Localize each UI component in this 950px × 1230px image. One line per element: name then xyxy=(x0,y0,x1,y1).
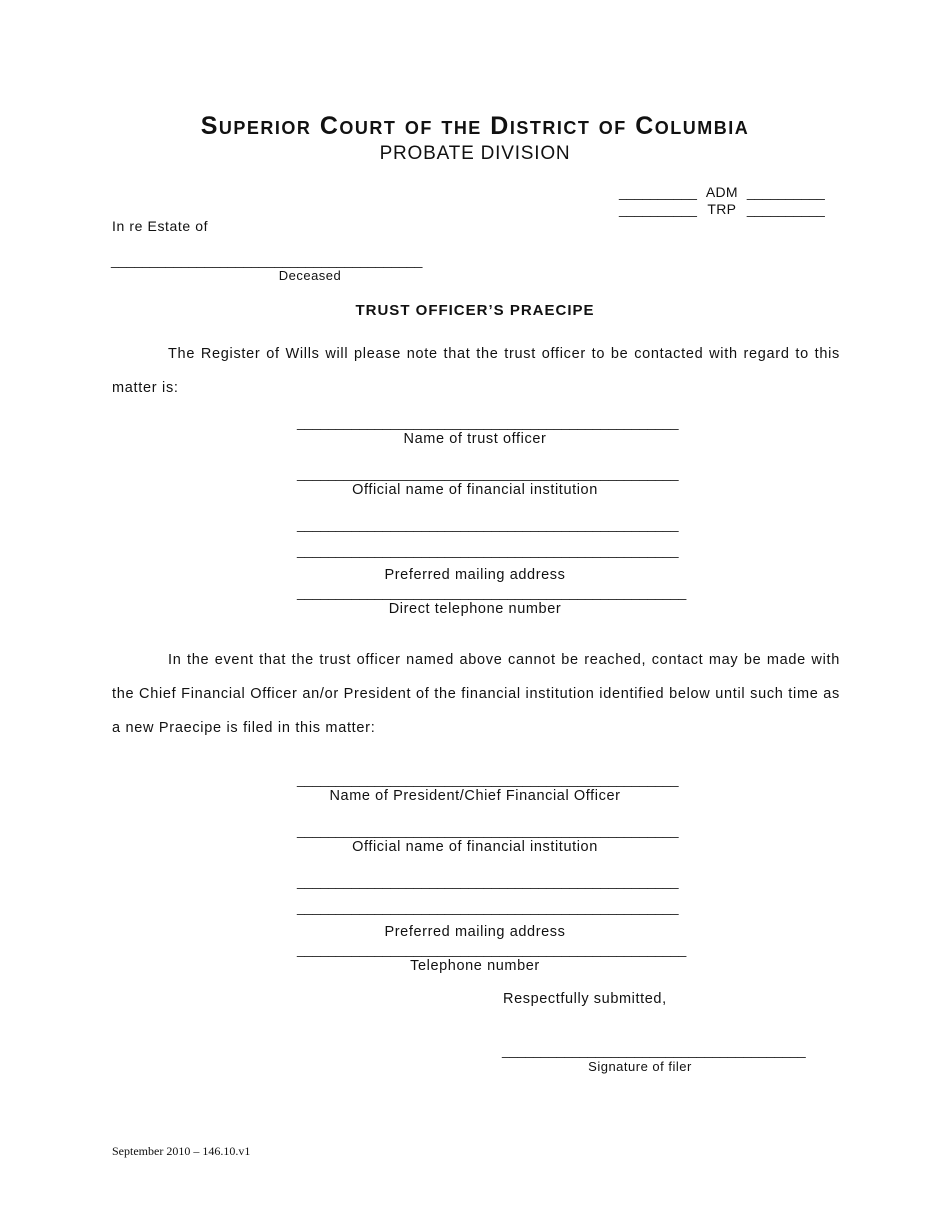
signature-label: Signature of filer xyxy=(588,1059,692,1074)
document-title: TRUST OFFICER’S PRAECIPE xyxy=(355,302,595,319)
trp-left-blank[interactable]: __________ xyxy=(619,201,697,217)
estate-caption: In re Estate of xyxy=(112,218,209,234)
alternate-institution-field[interactable]: _________________________________________________ xyxy=(297,822,679,838)
alternate-phone-label: Telephone number xyxy=(410,958,540,974)
adm-row xyxy=(619,184,825,201)
trust-institution-field[interactable]: _________________________________________________ xyxy=(297,465,679,481)
deceased-label: Deceased xyxy=(278,268,342,283)
alternate-institution-label: Official name of financial institution xyxy=(352,839,598,855)
adm-left-blank[interactable]: __________ xyxy=(619,184,697,200)
trust-officer-name-label: Name of trust officer xyxy=(403,431,547,447)
trp-row xyxy=(619,201,825,218)
trust-phone-label: Direct telephone number xyxy=(388,601,562,617)
alternate-address-label: Preferred mailing address xyxy=(384,924,566,940)
alternate-address-field-2[interactable]: _________________________________________________ xyxy=(297,899,679,915)
register-notice-paragraph: The Register of Wills will please note that the trust officer to be contacted with regard to this matter is: xyxy=(112,346,840,396)
form-version-footer: September 2010 – 146.10.v1 xyxy=(112,1144,251,1158)
alternate-phone-field[interactable]: __________________________________________________ xyxy=(297,941,687,957)
alternate-contact-paragraph: In the event that the trust officer named above cannot be reached, contact may be made with the Chief Financial Officer an/or President of the financial institution identified below until such time as a new Praecipe is filed in this matter: xyxy=(112,652,840,736)
adm-right-blank[interactable]: __________ xyxy=(746,184,825,200)
case-type-codes xyxy=(619,184,825,218)
adm-code: ADM xyxy=(705,184,738,200)
trust-address-field-1[interactable]: _________________________________________________ xyxy=(297,516,679,532)
trust-address-label: Preferred mailing address xyxy=(384,567,566,583)
alternate-address-field-1[interactable]: _________________________________________________ xyxy=(297,873,679,889)
trp-code: TRP xyxy=(707,201,737,217)
respectfully-submitted: Respectfully submitted, xyxy=(503,991,667,1007)
trust-institution-label: Official name of financial institution xyxy=(352,482,598,498)
trust-phone-field[interactable]: __________________________________________________ xyxy=(297,584,687,600)
trust-officer-name-field[interactable]: _________________________________________________ xyxy=(297,414,679,430)
deceased-name-field[interactable]: ________________________________________ xyxy=(111,252,423,268)
signature-field[interactable]: _______________________________________ xyxy=(502,1042,806,1058)
trust-address-field-2[interactable]: _________________________________________________ xyxy=(297,542,679,558)
division-title: PROBATE DIVISION xyxy=(379,143,571,164)
president-cfo-name-field[interactable]: _________________________________________________ xyxy=(297,771,679,787)
trp-right-blank[interactable]: __________ xyxy=(746,201,825,217)
president-cfo-name-label: Name of President/Chief Financial Officer xyxy=(329,788,621,804)
court-title: Superior Court of the District of Columbia xyxy=(200,112,750,140)
